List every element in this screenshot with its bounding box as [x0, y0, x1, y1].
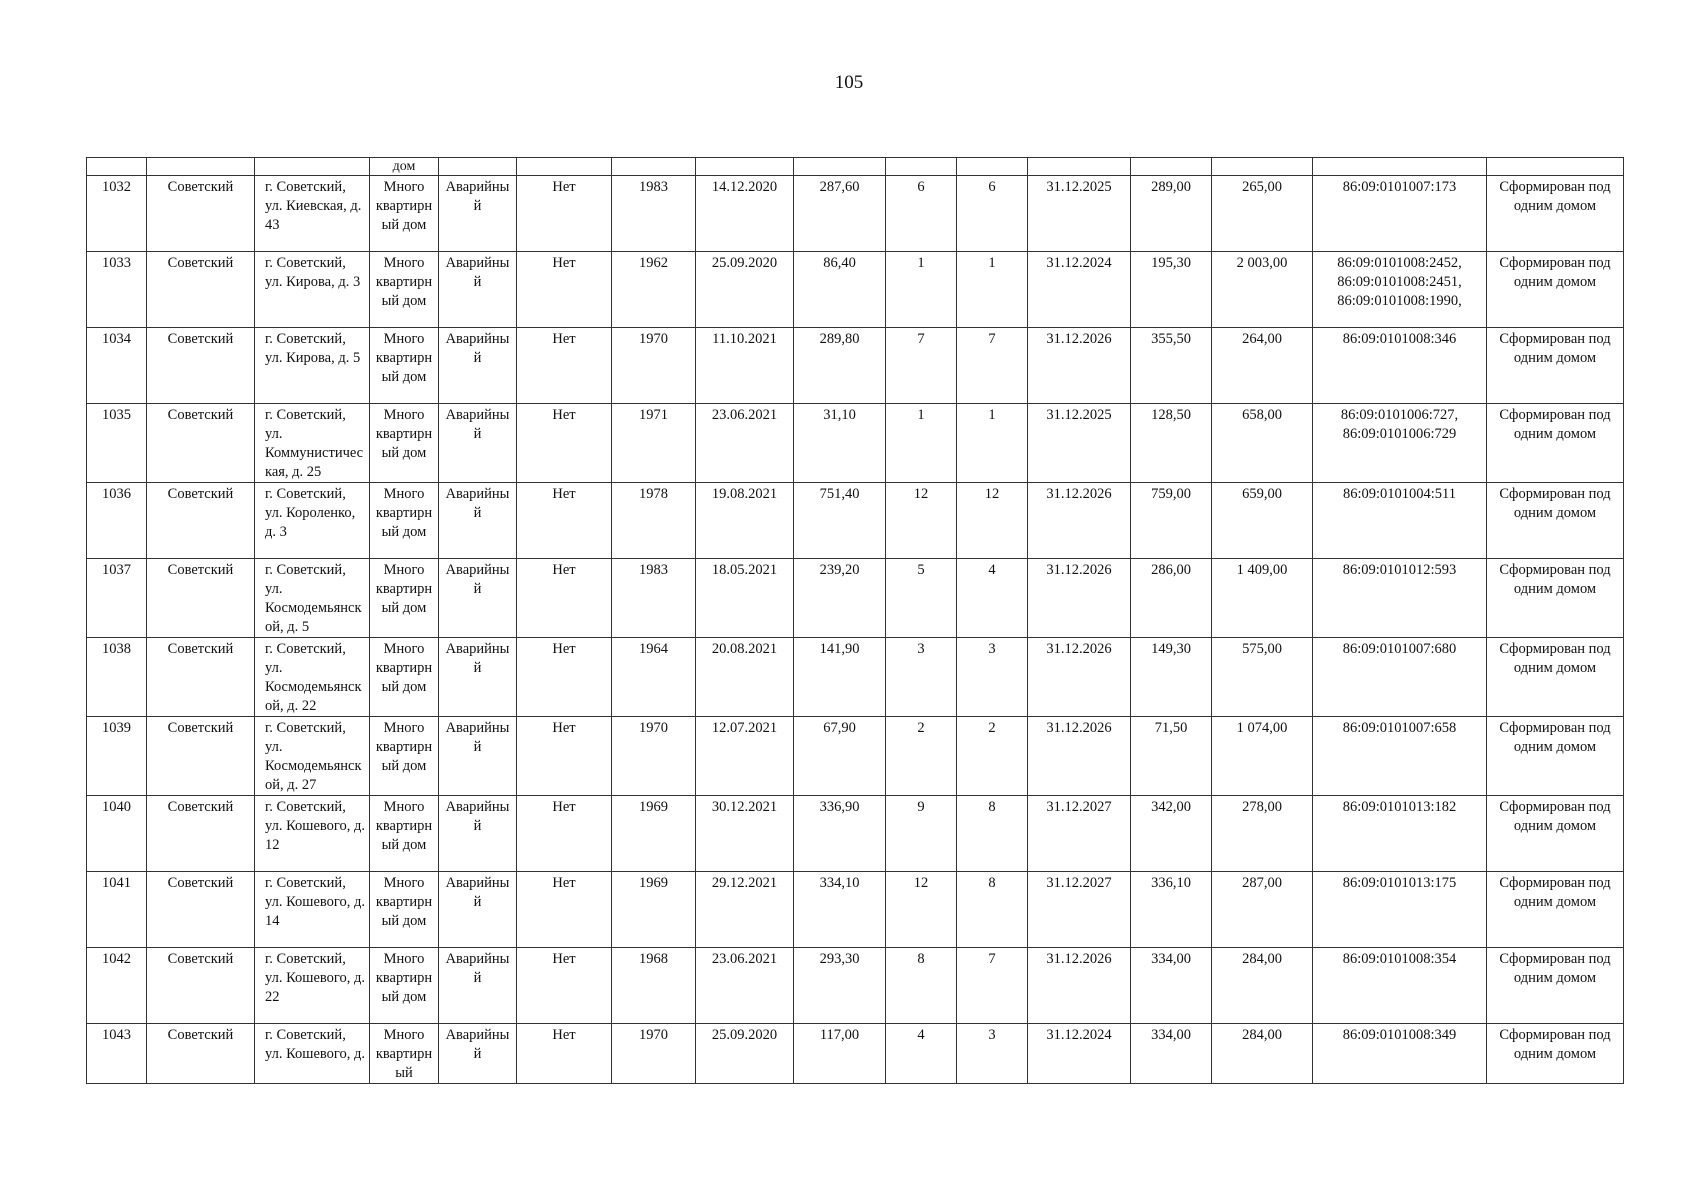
- cell-address: г. Советский, ул. Космодемьянской, д. 27: [255, 717, 370, 796]
- cell-year: 1971: [612, 404, 696, 483]
- cell-land-status: Сформирован под одним домом: [1487, 948, 1624, 1024]
- cell-address: г. Советский, ул. Кошевого, д. 14: [255, 872, 370, 948]
- cell-cadastral: 86:09:0101013:175: [1313, 872, 1487, 948]
- cell-status: Аварийный: [439, 948, 517, 1024]
- cell-cadastral: 86:09:0101007:658: [1313, 717, 1487, 796]
- cell-type: Много квартирный дом: [370, 638, 439, 717]
- cell-status: Аварийный: [439, 796, 517, 872]
- cell-plan-date: 31.12.2026: [1028, 328, 1131, 404]
- cell-flag: Нет: [517, 328, 612, 404]
- cell-municipality: Советский: [147, 176, 255, 252]
- table-row: [87, 559, 1624, 638]
- cell-num: [87, 158, 147, 176]
- cell-flag: Нет: [517, 404, 612, 483]
- cell-flag: Нет: [517, 559, 612, 638]
- cell-area-3: 575,00: [1212, 638, 1313, 717]
- cell-count-a: 5: [886, 559, 957, 638]
- cell-municipality: Советский: [147, 717, 255, 796]
- table-row: [87, 483, 1624, 559]
- cell-num: 1043: [87, 1024, 147, 1084]
- cell-plan-date: 31.12.2026: [1028, 483, 1131, 559]
- cell-num: 1035: [87, 404, 147, 483]
- table-row: [87, 176, 1624, 252]
- cell-area: 239,20: [794, 559, 886, 638]
- cell-area-3: 659,00: [1212, 483, 1313, 559]
- cell-municipality: Советский: [147, 559, 255, 638]
- cell-municipality: Советский: [147, 252, 255, 328]
- cell-land-status: Сформирован под одним домом: [1487, 1024, 1624, 1084]
- cell-area: 336,90: [794, 796, 886, 872]
- cell-count-b: 7: [957, 328, 1028, 404]
- cell-flag: Нет: [517, 1024, 612, 1084]
- cell-address: г. Советский, ул. Кошевого, д. 12: [255, 796, 370, 872]
- cell-municipality: Советский: [147, 404, 255, 483]
- cell-plan-date: 31.12.2026: [1028, 717, 1131, 796]
- cell-cadastral: 86:09:0101008:354: [1313, 948, 1487, 1024]
- cell-num: 1040: [87, 796, 147, 872]
- cell-municipality: Советский: [147, 796, 255, 872]
- cell-land-status: Сформирован под одним домом: [1487, 717, 1624, 796]
- cell-type: Много квартирный дом: [370, 796, 439, 872]
- cell-date: 30.12.2021: [696, 796, 794, 872]
- cell-year: 1970: [612, 717, 696, 796]
- cell-year: 1969: [612, 872, 696, 948]
- cell-type: Много квартирный дом: [370, 872, 439, 948]
- cell-plan-date: 31.12.2024: [1028, 252, 1131, 328]
- cell-date: 18.05.2021: [696, 559, 794, 638]
- cell-municipality: [147, 158, 255, 176]
- cell-municipality: Советский: [147, 948, 255, 1024]
- cell-count-a: 3: [886, 638, 957, 717]
- cell-cadastral: 86:09:0101006:727, 86:09:0101006:729: [1313, 404, 1487, 483]
- cell-type: дом: [370, 158, 439, 176]
- cell-num: 1036: [87, 483, 147, 559]
- cell-count-a: 8: [886, 948, 957, 1024]
- table-row: [87, 1024, 1624, 1084]
- cell-date: 14.12.2020: [696, 176, 794, 252]
- cell-land-status: Сформирован под одним домом: [1487, 176, 1624, 252]
- cell-flag: Нет: [517, 872, 612, 948]
- cell-plan-date: 31.12.2024: [1028, 1024, 1131, 1084]
- cell-area-3: 2 003,00: [1212, 252, 1313, 328]
- table-row: [87, 328, 1624, 404]
- cell-cadastral: 86:09:0101013:182: [1313, 796, 1487, 872]
- cell-area-2: 355,50: [1131, 328, 1212, 404]
- table-row: [87, 404, 1624, 483]
- cell-count-b: 1: [957, 404, 1028, 483]
- cell-address: г. Советский, ул. Кошевого, д.: [255, 1024, 370, 1084]
- cell-cadastral: 86:09:0101007:173: [1313, 176, 1487, 252]
- cell-area-2: 334,00: [1131, 948, 1212, 1024]
- cell-cadastral: 86:09:0101008:2452, 86:09:0101008:2451, 86:09:0101008:1990,: [1313, 252, 1487, 328]
- cell-count-b: 1: [957, 252, 1028, 328]
- cell-municipality: Советский: [147, 872, 255, 948]
- cell-flag: Нет: [517, 948, 612, 1024]
- cell-address: г. Советский, ул. Киевская, д. 43: [255, 176, 370, 252]
- table-row: [87, 796, 1624, 872]
- table-row: [87, 638, 1624, 717]
- cell-area-2: 195,30: [1131, 252, 1212, 328]
- cell-year: 1968: [612, 948, 696, 1024]
- cell-status: Аварийный: [439, 717, 517, 796]
- cell-address: г. Советский, ул. Космодемьянской, д. 22: [255, 638, 370, 717]
- cell-count-b: 8: [957, 872, 1028, 948]
- cell-status: Аварийный: [439, 176, 517, 252]
- cell-plan-date: 31.12.2026: [1028, 638, 1131, 717]
- cell-area-2: 334,00: [1131, 1024, 1212, 1084]
- cell-area-3: 1 409,00: [1212, 559, 1313, 638]
- cell-status: Аварийный: [439, 872, 517, 948]
- cell-type: Много квартирный дом: [370, 483, 439, 559]
- cell-area-2: 342,00: [1131, 796, 1212, 872]
- cell-cadastral: 86:09:0101007:680: [1313, 638, 1487, 717]
- table-row: [87, 948, 1624, 1024]
- cell-flag: Нет: [517, 796, 612, 872]
- table-body: [87, 158, 1624, 1084]
- cell-count-a: 2: [886, 717, 957, 796]
- cell-date: 20.08.2021: [696, 638, 794, 717]
- cell-area-3: 1 074,00: [1212, 717, 1313, 796]
- cell-count-a: 1: [886, 252, 957, 328]
- cell-land-status: Сформирован под одним домом: [1487, 328, 1624, 404]
- cell-year: 1969: [612, 796, 696, 872]
- table-row: [87, 252, 1624, 328]
- cell-cadastral: 86:09:0101012:593: [1313, 559, 1487, 638]
- cell-count-b: 3: [957, 1024, 1028, 1084]
- cell-flag: Нет: [517, 252, 612, 328]
- cell-land-status: Сформирован под одним домом: [1487, 872, 1624, 948]
- cell-num: 1042: [87, 948, 147, 1024]
- cell-count-a: 7: [886, 328, 957, 404]
- cell-flag: Нет: [517, 176, 612, 252]
- cell-land-status: Сформирован под одним домом: [1487, 638, 1624, 717]
- cell-area: 141,90: [794, 638, 886, 717]
- cell-area-2: 289,00: [1131, 176, 1212, 252]
- cell-year: 1983: [612, 559, 696, 638]
- cell-year: 1964: [612, 638, 696, 717]
- cell-date: 19.08.2021: [696, 483, 794, 559]
- cell-area-3: 658,00: [1212, 404, 1313, 483]
- cell-area-3: 287,00: [1212, 872, 1313, 948]
- cell-cadastral: 86:09:0101008:349: [1313, 1024, 1487, 1084]
- cell-date: 25.09.2020: [696, 252, 794, 328]
- cell-area-3: 284,00: [1212, 948, 1313, 1024]
- cell-cadastral: 86:09:0101008:346: [1313, 328, 1487, 404]
- cell-area: 287,60: [794, 176, 886, 252]
- cell-plan-date: 31.12.2025: [1028, 404, 1131, 483]
- cell-plan-date: 31.12.2027: [1028, 796, 1131, 872]
- cell-num: 1037: [87, 559, 147, 638]
- cell-year: 1983: [612, 176, 696, 252]
- cell-area-3: 264,00: [1212, 328, 1313, 404]
- cell-status: Аварийный: [439, 559, 517, 638]
- cell-flag: Нет: [517, 638, 612, 717]
- cell-count-b: 7: [957, 948, 1028, 1024]
- cell-municipality: Советский: [147, 638, 255, 717]
- cell-count-b: 2: [957, 717, 1028, 796]
- cell-address: г. Советский, ул. Кирова, д. 3: [255, 252, 370, 328]
- cell-type: Много квартирный дом: [370, 328, 439, 404]
- cell-type: Много квартирный дом: [370, 717, 439, 796]
- cell-num: 1039: [87, 717, 147, 796]
- cell-area: 31,10: [794, 404, 886, 483]
- table-row: [87, 717, 1624, 796]
- cell-num: 1038: [87, 638, 147, 717]
- cell-address: г. Советский, ул. Кошевого, д. 22: [255, 948, 370, 1024]
- cell-land-status: Сформирован под одним домом: [1487, 483, 1624, 559]
- cell-count-b: 12: [957, 483, 1028, 559]
- cell-area: 751,40: [794, 483, 886, 559]
- cell-plan-date: 31.12.2025: [1028, 176, 1131, 252]
- cell-area: 334,10: [794, 872, 886, 948]
- continuation-row: [87, 158, 1624, 176]
- cell-area-3: 265,00: [1212, 176, 1313, 252]
- cell-type: Много квартирный дом: [370, 404, 439, 483]
- cell-plan-date: 31.12.2026: [1028, 559, 1131, 638]
- cell-count-b: 6: [957, 176, 1028, 252]
- cell-date: 12.07.2021: [696, 717, 794, 796]
- cell-date: 25.09.2020: [696, 1024, 794, 1084]
- cell-date: 23.06.2021: [696, 404, 794, 483]
- cell-area-2: 759,00: [1131, 483, 1212, 559]
- cell-count-b: 4: [957, 559, 1028, 638]
- cell-cadastral: 86:09:0101004:511: [1313, 483, 1487, 559]
- cell-year: 1970: [612, 328, 696, 404]
- cell-area-3: 284,00: [1212, 1024, 1313, 1084]
- cell-address: г. Советский, ул. Кирова, д. 5: [255, 328, 370, 404]
- cell-municipality: Советский: [147, 483, 255, 559]
- cell-land-status: Сформирован под одним домом: [1487, 559, 1624, 638]
- cell-date: 11.10.2021: [696, 328, 794, 404]
- housing-registry-table: [86, 157, 1624, 1084]
- page-number: 105: [834, 72, 864, 93]
- cell-area: 117,00: [794, 1024, 886, 1084]
- cell-year: 1978: [612, 483, 696, 559]
- cell-status: Аварийный: [439, 1024, 517, 1084]
- cell-municipality: Советский: [147, 328, 255, 404]
- cell-num: 1033: [87, 252, 147, 328]
- cell-address: г. Советский, ул. Коммунистическая, д. 25: [255, 404, 370, 483]
- cell-count-b: 3: [957, 638, 1028, 717]
- cell-area: 293,30: [794, 948, 886, 1024]
- cell-count-a: 6: [886, 176, 957, 252]
- table-row: [87, 872, 1624, 948]
- cell-plan-date: 31.12.2026: [1028, 948, 1131, 1024]
- cell-status: Аварийный: [439, 252, 517, 328]
- cell-area-2: 149,30: [1131, 638, 1212, 717]
- cell-type: Много квартирный дом: [370, 948, 439, 1024]
- cell-area: 67,90: [794, 717, 886, 796]
- cell-flag: Нет: [517, 717, 612, 796]
- cell-date: 23.06.2021: [696, 948, 794, 1024]
- cell-land-status: Сформирован под одним домом: [1487, 404, 1624, 483]
- cell-type: Много квартирный дом: [370, 176, 439, 252]
- cell-count-a: 1: [886, 404, 957, 483]
- cell-area-2: 71,50: [1131, 717, 1212, 796]
- cell-status: Аварийный: [439, 483, 517, 559]
- cell-count-a: 4: [886, 1024, 957, 1084]
- cell-area: 86,40: [794, 252, 886, 328]
- cell-area-2: 286,00: [1131, 559, 1212, 638]
- cell-date: 29.12.2021: [696, 872, 794, 948]
- cell-status: Аварийный: [439, 328, 517, 404]
- cell-count-a: 9: [886, 796, 957, 872]
- cell-address: г. Советский, ул. Космодемьянской, д. 5: [255, 559, 370, 638]
- cell-address: [255, 158, 370, 176]
- cell-status: Аварийный: [439, 638, 517, 717]
- cell-land-status: Сформирован под одним домом: [1487, 796, 1624, 872]
- cell-flag: Нет: [517, 483, 612, 559]
- cell-land-status: Сформирован под одним домом: [1487, 252, 1624, 328]
- cell-area-2: 336,10: [1131, 872, 1212, 948]
- cell-num: 1034: [87, 328, 147, 404]
- cell-area: 289,80: [794, 328, 886, 404]
- cell-count-a: 12: [886, 872, 957, 948]
- cell-num: 1032: [87, 176, 147, 252]
- cell-address: г. Советский, ул. Короленко, д. 3: [255, 483, 370, 559]
- cell-area-2: 128,50: [1131, 404, 1212, 483]
- cell-type: Много квартирный дом: [370, 559, 439, 638]
- cell-year: 1970: [612, 1024, 696, 1084]
- cell-area-3: 278,00: [1212, 796, 1313, 872]
- cell-num: 1041: [87, 872, 147, 948]
- cell-plan-date: 31.12.2027: [1028, 872, 1131, 948]
- cell-type: Много квартирный: [370, 1024, 439, 1084]
- cell-status: Аварийный: [439, 404, 517, 483]
- cell-count-a: 12: [886, 483, 957, 559]
- cell-municipality: Советский: [147, 1024, 255, 1084]
- cell-year: 1962: [612, 252, 696, 328]
- cell-count-b: 8: [957, 796, 1028, 872]
- cell-type: Много квартирный дом: [370, 252, 439, 328]
